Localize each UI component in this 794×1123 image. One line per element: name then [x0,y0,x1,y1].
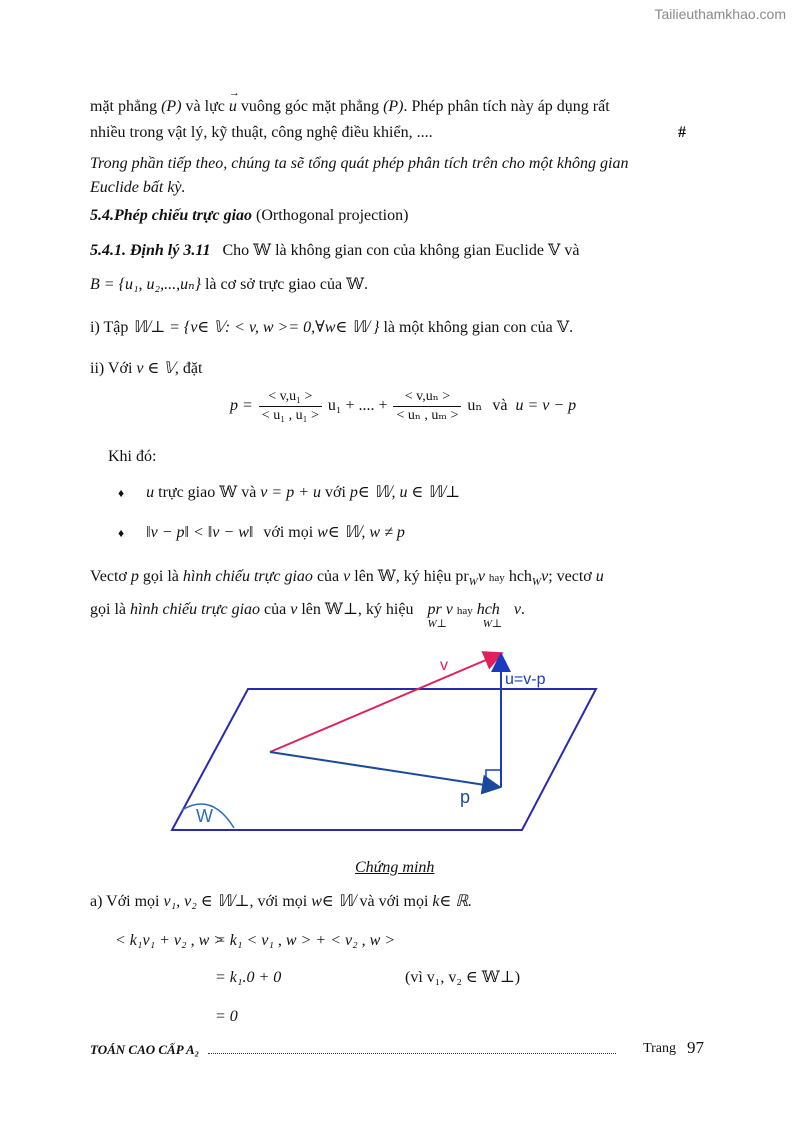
hch-perp [476,597,503,630]
text: . [520,601,525,618]
fraction-1 [259,388,322,425]
math: w∈ 𝕎 [311,893,356,910]
projection-formula [230,388,576,425]
text: với mọi [263,524,314,541]
equation-3: = 0 [215,1008,238,1025]
text: và lực [185,98,225,115]
theorem-line-2 [90,272,368,298]
fraction-numerator: < v,u₁ > [259,388,322,407]
vector-v [270,654,500,752]
label-u: u=v-p [505,671,546,688]
proof-title: Chứng minh [355,859,435,876]
watermark: Tailieuthamkhao.com [654,6,786,22]
formula-rhs: u = v − p [515,397,577,415]
section-heading [90,203,408,229]
math-cond: v ∈ 𝕍 [136,360,175,377]
bullet-icon: ♦ [118,486,125,500]
text: , với mọi [249,893,308,910]
pr-symbol: pr [455,568,469,585]
item-prefix: i) Tập [90,319,129,336]
vector-u [228,87,240,120]
item-prefix: ii) Với [90,360,133,377]
theorem-text: Cho 𝕎 là không gian con của không gian Euclide 𝕍 và [222,242,580,259]
plane-W [172,689,596,830]
bullet-item [118,520,405,546]
term-emphasis: hình chiếu trực giao [182,568,313,585]
text: lên 𝕎⊥, ký hiệu [301,601,414,618]
fraction-denominator: < uₙ , uₘ > [396,408,459,423]
text-hay: hay [488,572,505,584]
math-P: (P) [383,98,404,115]
equation-1-rhs: = k₁ < v₁ , w > + < v₂ , w > [215,932,396,949]
text: a) Với mọi [90,893,160,910]
text: của [264,601,287,618]
formula-and: và [492,397,508,415]
math-v: v [445,601,453,618]
page-label: Trang [643,1041,676,1056]
math: k∈ ℝ. [432,893,473,910]
pr-symbol: pr [427,601,442,618]
end-mark: # [678,124,686,141]
text: . Phép phân tích này áp dụng rất [403,98,610,115]
text: của [316,568,340,585]
theorem-line-1 [90,238,579,264]
formula-term: uₙ [467,397,483,415]
text: trực giao 𝕎 và [158,484,257,501]
item-suffix: , đặt [174,360,203,377]
math-P: (P) [161,98,182,115]
intro-line-2: nhiều trong vật lý, kỹ thuật, công nghệ điều khiển, .... [90,124,433,141]
label-p: p [460,787,471,807]
math-u: u [228,98,237,115]
fraction-2 [393,388,461,425]
item-ii [90,356,202,382]
hch-symbol: hch [508,568,532,585]
equation-2-note: (vì v₁, v₂ ∈ 𝕎⊥) [405,969,521,986]
text: ; vectơ [548,568,592,585]
subscript-W: W [468,576,478,589]
math-v: v [541,568,549,585]
formula-term: u₁ + .... + [327,397,388,415]
page-number: 97 [687,1038,704,1057]
math-set: 𝕎⊥ = {v∈ 𝕍: < v, w >= 0,∀w∈ 𝕎 } [132,319,380,336]
fraction-denominator: < u₁ , u₁ > [261,408,319,423]
label-v: v [440,657,448,674]
math-v: v [343,568,351,585]
equation-1-lhs: < k₁v₁ + v₂ , w > [115,932,225,949]
theorem-text: là cơ sở trực giao của 𝕎. [204,276,369,293]
italic-line-1: Trong phần tiếp theo, chúng ta sẽ tổng quát phép phân tích trên cho một không gian [90,155,629,172]
subscript-Wperp: W⊥ [427,618,447,630]
term-emphasis: hình chiếu trực giao [130,601,261,618]
footer-title: TOÁN CAO CẤP A₂ [90,1042,200,1057]
math: v = p + u [260,484,321,501]
text-hay: hay [456,605,473,617]
math: v₁, v₂ ∈ 𝕎⊥ [163,893,250,910]
bullet-icon: ♦ [118,526,125,540]
section-subtitle: (Orthogonal projection) [256,207,409,224]
vector-p [270,752,498,787]
italic-line-2: Euclide bất kỳ. [90,179,186,196]
definition-line-2 [90,597,525,630]
footer [90,1040,704,1060]
math-basis: B = {u₁, u₂,...,uₙ} [90,276,201,293]
hch-symbol: hch [476,601,500,618]
fraction-numerator: < v,uₙ > [393,388,461,407]
math-v: v [477,568,485,585]
equation-2: = k₁.0 + 0 [215,969,282,986]
right-angle-mark [486,770,501,784]
section-title: 5.4.Phép chiếu trực giao [90,207,253,224]
math: p∈ 𝕎, u ∈ 𝕎⊥ [349,484,461,501]
theorem-label: 5.4.1. Định lý 3.11 [90,242,211,259]
math-v: v [513,601,521,618]
footer-dotted-line [208,1053,616,1054]
math: w∈ 𝕎, w ≠ p [317,524,405,541]
projection-figure [160,640,620,840]
proof-line-a [90,889,472,915]
text: với [325,484,346,501]
text: vuông góc mặt phẳng [240,98,380,115]
math: u [146,484,155,501]
item-i [90,315,573,341]
text: mặt phẳng [90,98,158,115]
pr-perp [427,597,447,630]
bullet-item [118,480,460,506]
text: gọi là [142,568,179,585]
subscript-W: W [531,576,542,589]
item-suffix: là một không gian con của 𝕍. [383,319,574,336]
text: lên 𝕎, ký hiệu [354,568,452,585]
math-u: u [595,568,604,585]
text: Vectơ [90,568,127,585]
subscript-Wperp: W⊥ [482,618,503,630]
intro-line-1 [90,87,704,120]
text: gọi là [90,601,126,618]
text: và với mọi [359,893,429,910]
label-W: W [196,806,213,826]
math-v: v [290,601,298,618]
arrow-glyph: → [228,87,240,99]
math: ‖v − p‖ < ‖v − w‖ [146,524,254,541]
math-p: p [130,568,139,585]
formula-lhs: p = [230,397,253,415]
khi-do: Khi đó: [108,448,157,465]
definition-line-1 [90,564,604,595]
